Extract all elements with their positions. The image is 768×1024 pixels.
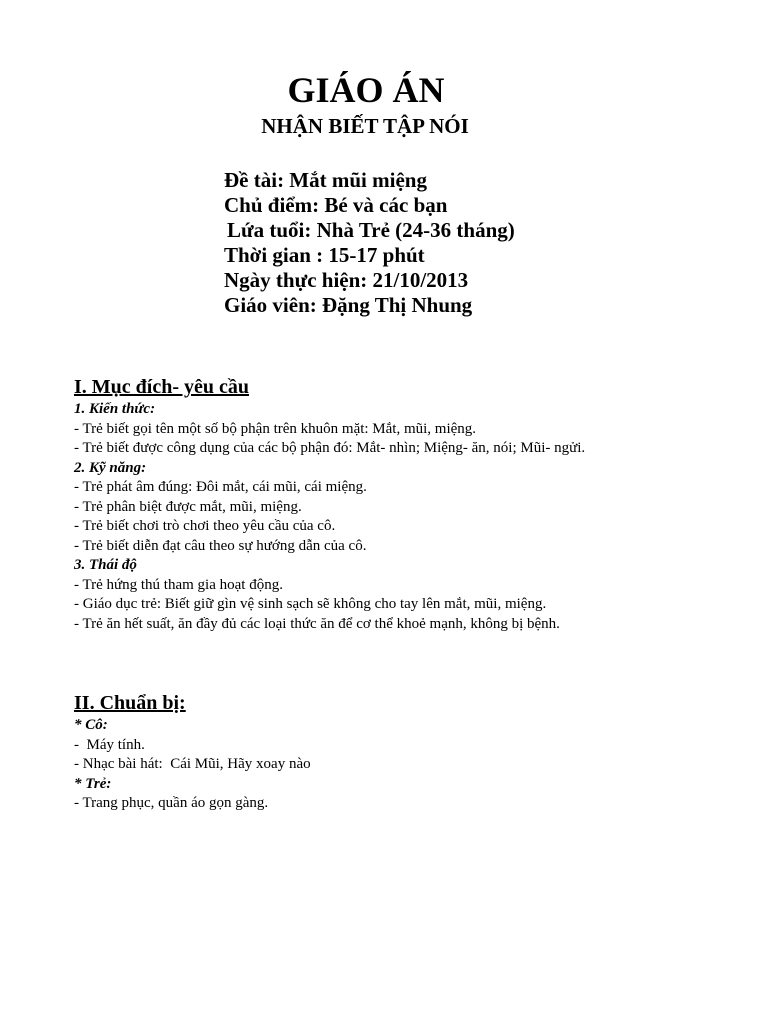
list-item: - Trang phục, quần áo gọn gàng. [74,795,269,811]
list-item: - Trẻ phân biệt được mắt, mũi, miệng. [74,498,302,515]
info-teacher: Giáo viên: Đặng Thị Nhung [224,293,473,317]
list-item: - Giáo dục trẻ: Biết giữ gìn vệ sinh sạch sẽ không cho tay lên mắt, mũi, miệng. [74,596,547,612]
info-date: Ngày thực hiện: 21/10/2013 [224,268,469,292]
list-item: - Trẻ biết gọi tên một số bộ phận trên khuôn mặt: Mắt, mũi, miệng. [74,420,477,437]
section-heading: II. Chuẩn bị: [74,692,186,714]
subsection-heading: * Trẻ: [74,775,112,792]
info-theme: Chủ điểm: Bé và các bạn [224,193,448,217]
list-item: - Máy tính. [74,736,145,753]
document-subtitle: NHẬN BIẾT TẬP NÓI [261,114,469,138]
info-duration: Thời gian : 15-17 phút [224,243,425,267]
list-item: - Trẻ ăn hết suất, ăn đầy đủ các loại thức ăn để cơ thể khoẻ mạnh, không bị bệnh. [74,615,560,632]
list-item: - Trẻ phát âm đúng: Đôi mắt, cái mũi, cái miệng. [74,479,367,495]
section-preparation [74,690,659,814]
list-item: - Trẻ biết diễn đạt câu theo sự hướng dẫn của cô. [74,537,367,554]
list-item: - Trẻ biết chơi trò chơi theo yêu cầu của cô. [74,518,336,534]
section-heading: I. Mục đích- yêu cầu [74,376,249,398]
subsection-heading: 2. Kỹ năng: [74,459,147,476]
subsection-heading: * Cô: [74,717,108,733]
document-title: GIÁO ÁN [287,70,445,110]
subsection-heading: 3. Thái độ [74,557,137,573]
list-item: - Trẻ hứng thú tham gia hoạt động. [74,576,283,593]
subsection-heading: 1. Kiến thức: [74,401,156,417]
lesson-info [224,168,515,318]
list-item: - Nhạc bài hát: Cái Mũi, Hãy xoay nào [74,756,311,772]
info-age: Lứa tuổi: Nhà Trẻ (24-36 tháng) [227,218,515,242]
section-objectives [74,374,659,634]
info-topic: Đề tài: Mắt mũi miệng [224,168,427,192]
list-item: - Trẻ biết được công dụng của các bộ phận đó: Mắt- nhìn; Miệng- ăn, nói; Mũi- ngửi. [74,440,586,456]
